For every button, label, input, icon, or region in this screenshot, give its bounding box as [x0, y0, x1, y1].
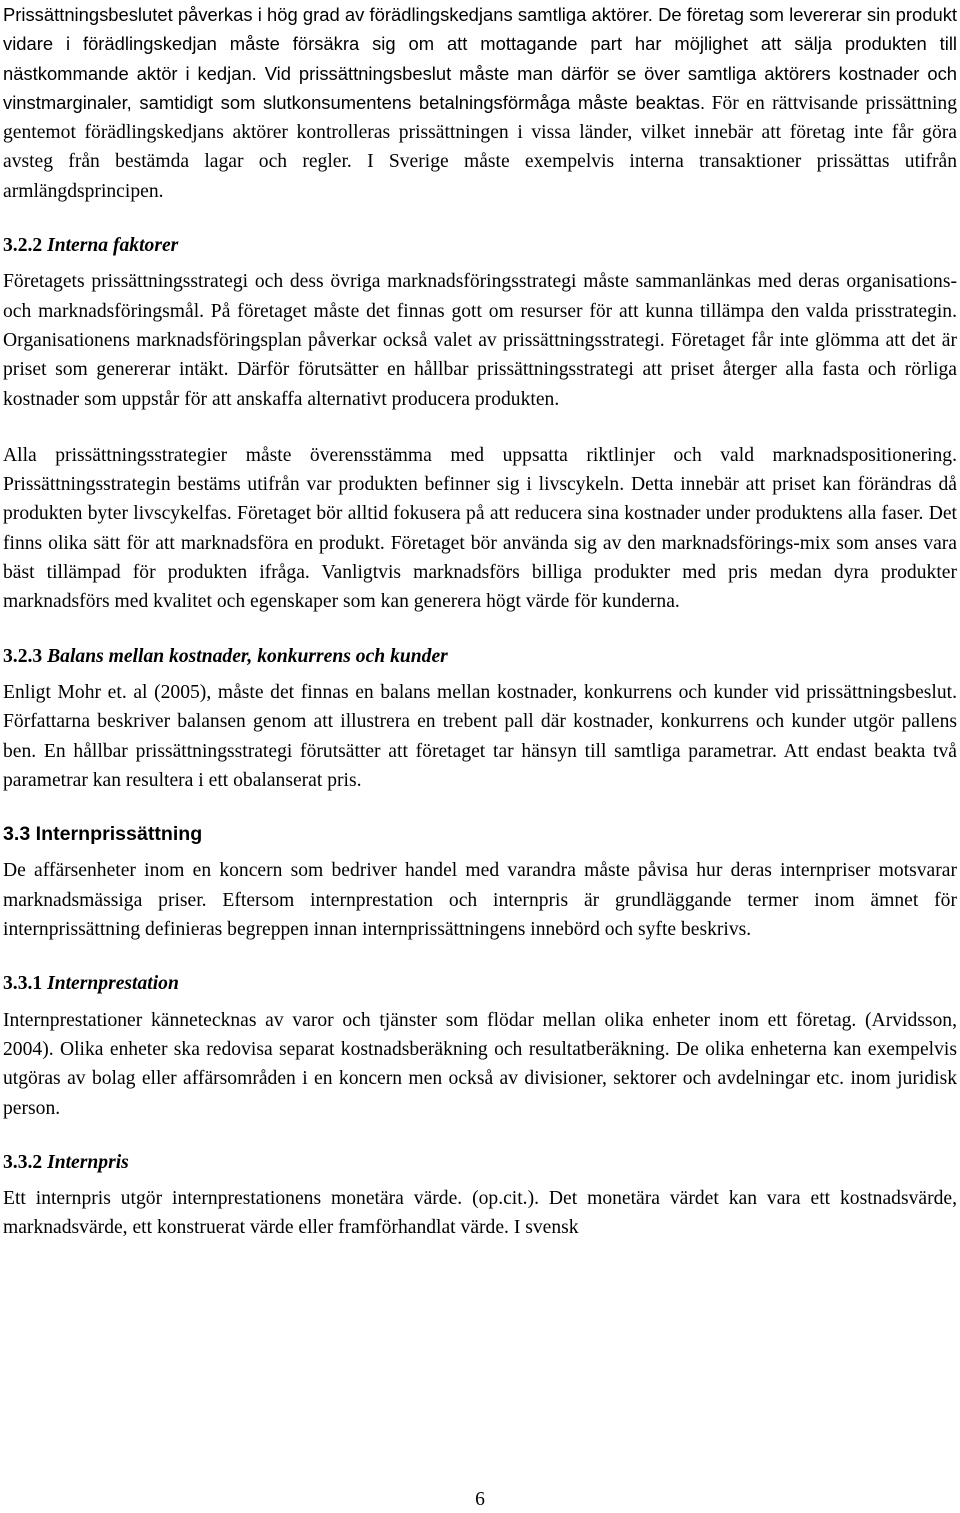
section-3-2-2-paragraph-1: Företagets prissättningsstrategi och dess övriga marknadsföringsstrategi måste sammanlänkas med deras organisations- och marknadsföringsmål. På företaget måste det finnas gott om resurser för att kunna tillämpa den valda prisstrategin. Organisationens marknadsföringsplan påverkar också valet av prissättningsstrategi. Företaget får inte glömma att det är priset som genererar intäkt. Därför förutsätter en hållbar prissättningsstrategi att priset återger alla fasta och rörliga kostnader som uppstår för att anskaffa alternativt producera produkten.	[3, 271, 957, 410]
section-3-3-2-paragraph-1: Ett internpris utgör internprestationens monetära värde. (op.cit.). Det monetära värdet kan vara ett kostnadsvärde, marknadsvärde, ett konstruerat värde eller framförhandlat värde. I svensk	[3, 1188, 957, 1239]
section-title: Balans mellan kostnader, konkurrens och kunder	[47, 645, 448, 667]
intro-paragraph	[3, 0, 957, 206]
section-3-3-2-heading	[3, 1148, 957, 1177]
section-number: 3.2.3	[3, 645, 43, 667]
page-number: 6	[475, 1489, 485, 1510]
section-3-2-3-paragraph-1: Enligt Mohr et. al (2005), måste det finnas en balans mellan kostnader, konkurrens och kunder vid prissättningsbeslut. Författarna beskriver balansen genom att illustrera en trebent pall där kostnader, konkurrens och kunder utgör pallens ben. En hållbar prissättningsstrategi förutsätter att företaget tar hänsyn till samtliga parametrar. Att endast beakta två parametrar kan resultera i ett obalanserat pris.	[3, 681, 957, 791]
section-3-2-2-paragraph-2: Alla prissättningsstrategier måste överensstämma med uppsatta riktlinjer och vald marknadspositionering. Prissättningsstrategin bestäms utifrån var produkten befinner sig i livscykeln. Detta innebär att priset kan förändras då produkten byter livscykelfas. Företaget bör alltid fokusera på att reducera sina kostnader under produktens alla faser. Det finns olika sätt för att marknadsföra en produkt. Företaget bör använda sig av den marknadsförings-mix som anses vara bäst tillämpad för produkten ifråga. Vanligtvis marknadsförs billiga produkter med pris medan dyra produkter marknadsförs med kvalitet och egenskaper som kan generera högt värde för kunderna.	[3, 444, 957, 613]
section-3-3-paragraph-1: De affärsenheter inom en koncern som bedriver handel med varandra måste påvisa hur deras internpriser motsvarar marknadsmässiga priser. Eftersom internprestation och internpris är grundläggande termer inom ämnet för internprissättning definieras begreppen innan internprissättningens innebörd och syfte beskrivs.	[3, 860, 957, 941]
section-3-3-1-paragraph-1: Internprestationer kännetecknas av varor och tjänster som flödar mellan olika enheter inom ett företag. (Arvidsson, 2004). Olika enheter ska redovisa separat kostnadsberäkning och resultatberäkning. De olika enheterna kan exempelvis utgöras av bolag eller affärsområden i en koncern men också av divisioner, sektorer och avdelningar etc. inom juridisk person.	[3, 1009, 957, 1119]
section-number: 3.2.2	[3, 235, 43, 257]
section-3-3-heading: 3.3 Internprissättning	[3, 823, 203, 846]
section-number: 3.3.1	[3, 973, 43, 995]
section-title: Interna faktorer	[47, 235, 179, 257]
intro-paragraph-serif-text: För en rättvisande prissättning gentemot förädlingskedjans aktörer kontrolleras prissättningen i vissa länder, vilket innebär att företag inte får göra avsteg från bestämda lagar och regler. I Sverige måste exempelvis interna transaktioner prissättas utifrån armlängdsprincipen.	[3, 92, 957, 202]
intro-paragraph-sans-text: Prissättningsbeslutet påverkas i hög grad av förädlingskedjans samtliga aktörer. De företag som levererar sin produkt vidare i förädlingskedjan måste försäkra sig om att mottagande part har möjlighet att sälja produkten till nästkommande aktör i kedjan. Vid prissättningsbeslut måste man därför se över samtliga aktörers kostnader och vinstmarginaler, samtidigt som slutkonsumentens betalningsförmåga måste beaktas.	[3, 4, 957, 113]
section-number: 3.3.2	[3, 1151, 43, 1173]
section-title: Internpris	[47, 1151, 129, 1173]
section-3-2-2-heading	[3, 231, 957, 260]
section-3-2-3-heading	[3, 642, 957, 671]
document-page	[3, 0, 957, 1243]
section-title: Internprestation	[47, 973, 179, 995]
section-3-3-1-heading	[3, 969, 957, 998]
